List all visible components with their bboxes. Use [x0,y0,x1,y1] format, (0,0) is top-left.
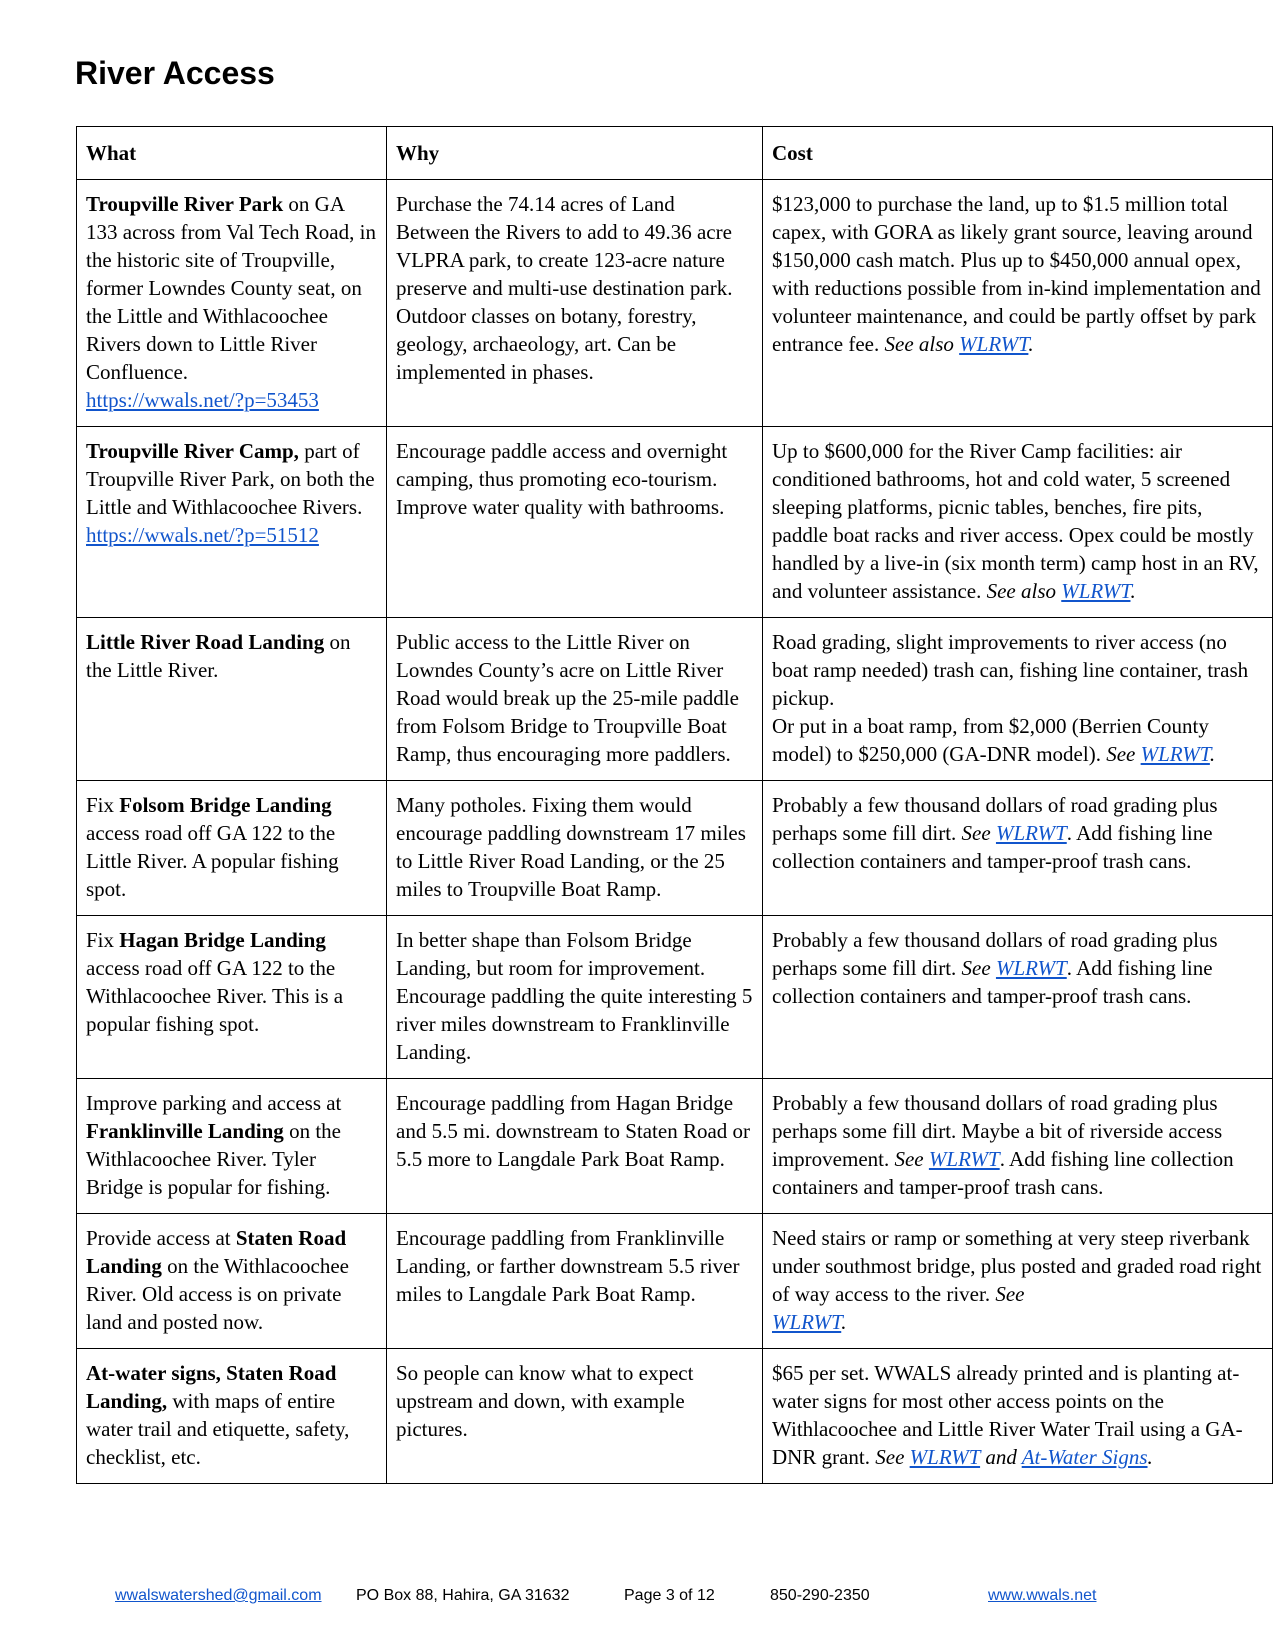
cost-link[interactable]: WLRWT [909,1445,981,1469]
cell-why: Encourage paddling from Hagan Bridge and 5.5 mi. downstream to Staten Road or 5.5 more to Langdale Park Boat Ramp. [387,1079,763,1214]
cell-what [77,1079,387,1214]
cell-why: So people can know what to expect upstream and down, with example pictures. [387,1349,763,1484]
table-row [77,427,1273,618]
table-row [77,781,1273,916]
what-text: access road off GA 122 to the Withlacoochee River. This is a popular fishing spot. [86,956,344,1036]
cost-link-2[interactable]: At-Water Signs [1021,1445,1148,1469]
cost-and: and [980,1445,1022,1469]
cost-see: See also [884,332,954,356]
cell-cost [763,1079,1273,1214]
river-access-table [76,126,1273,1484]
what-link[interactable]: https://wwals.net/?p=51512 [86,523,319,547]
cost-link[interactable]: WLRWT [1140,742,1210,766]
cell-why [387,427,763,618]
footer-website-link[interactable]: www.wwals.net [988,1587,1097,1604]
what-text: access road off GA 122 to the Little River. A popular fishing spot. [86,821,339,901]
cost-end: . [1130,579,1136,603]
cell-cost [763,1214,1273,1349]
table-row [77,180,1273,427]
cost-end: . Add fishing line collection containers and tamper-proof trash cans. [772,956,1213,1008]
cost-text: $65 per set. WWALS already printed and is planting at-water signs for most other access points on the Withlacoochee and Little River Water Trail using a GA-DNR grant. [772,1361,1243,1469]
cost-end: . [841,1310,847,1334]
cost-text: Up to $600,000 for the River Camp facilities: air conditioned bathrooms, hot and cold water, 5 screened sleeping platforms, picnic tables, benches, fire pits, paddle boat racks and river access. Opex could be mostly handled by a live-in (six month term) camp host in an RV, and volunteer assistance. [772,439,1259,603]
cell-cost [763,180,1273,427]
what-text: on the Little River. [86,630,351,682]
cost-link[interactable]: WLRWT [928,1147,1000,1171]
cell-why: Many potholes. Fixing them would encourage paddling downstream 17 miles to Little River Road Landing, or the 25 miles to Troupville Boat Ramp. [387,781,763,916]
what-pre: Fix [86,793,120,817]
cost-line-1: Road grading, slight improvements to river access (no boat ramp needed) trash can, fishing line container, trash pickup. [772,630,1249,710]
cell-why: Public access to the Little River on Lowndes County’s acre on Little River Road would break up the 25-mile paddle from Folsom Bridge to Troupville Boat Ramp, thus encouraging more paddlers. [387,618,763,781]
cost-text: $123,000 to purchase the land, up to $1.5 million total capex, with GORA as likely grant source, leaving around $150,000 cash match. Plus up to $450,000 annual opex, with reductions possible from in-kind implementation and volunteer maintenance, and could be partly offset by park entrance fee. [772,192,1261,356]
cost-see: See [1106,742,1136,766]
footer-phone: 850-290-2350 [770,1587,870,1604]
what-bold: Troupville River Camp, [86,439,299,463]
page-title: River Access [75,55,275,91]
why-line-1: Encourage paddle access and overnight camping, thus promoting eco-tourism. [396,439,728,491]
cost-end: . [1028,332,1034,356]
cost-text: Probably a few thousand dollars of road grading plus perhaps some fill dirt. Maybe a bit of riverside access improvement. [772,1091,1223,1171]
cell-what [77,916,387,1079]
what-bold: Hagan Bridge Landing [119,928,326,952]
table-row [77,618,1273,781]
what-text: on GA 133 across from Val Tech Road, in the historic site of Troupville, former Lowndes County seat, on the Little and Withlacoochee Rivers down to Little River Confluence. [86,192,376,384]
what-link[interactable]: https://wwals.net/?p=53453 [86,388,319,412]
table-row [77,916,1273,1079]
what-pre: Provide access at [86,1226,236,1250]
table-row [77,1079,1273,1214]
cost-link[interactable]: WLRWT [959,332,1029,356]
cost-text: Probably a few thousand dollars of road grading plus perhaps some fill dirt. [772,793,1218,845]
footer-address: PO Box 88, Hahira, GA 31632 [356,1587,570,1604]
what-text: on the Withlacoochee River. Old access is on private land and posted now. [86,1254,350,1334]
cost-line-2: Or put in a boat ramp, from $2,000 (Berrien County model) to $250,000 (GA-DNR model). [772,714,1209,766]
header-why: Why [387,127,763,180]
cell-what [77,781,387,916]
cell-what [77,1349,387,1484]
cost-end: . Add fishing line collection containers and tamper-proof trash cans. [772,821,1213,873]
cell-cost [763,427,1273,618]
what-pre: Improve parking and access at [86,1091,342,1115]
what-text: with maps of entire water trail and etiquette, safety, checklist, etc. [86,1389,350,1469]
cost-end: . [1209,742,1216,766]
page-footer [0,1587,1275,1609]
cost-see: See also [986,579,1056,603]
cell-cost [763,781,1273,916]
cell-why: Encourage paddling from Franklinville Landing, or farther downstream 5.5 river miles to Langdale Park Boat Ramp. [387,1214,763,1349]
cost-link[interactable]: WLRWT [995,821,1067,845]
cost-see: See [894,1147,924,1171]
cost-see: See [875,1445,905,1469]
cell-what [77,618,387,781]
cost-see: See [961,956,991,980]
what-bold: Little River Road Landing [86,630,325,654]
cell-what [77,427,387,618]
footer-page-number: Page 3 of 12 [624,1587,715,1604]
cost-see: See [995,1282,1025,1306]
cell-why: In better shape than Folsom Bridge Landing, but room for improvement. Encourage paddling the quite interesting 5 river miles downstream to Franklinville Landing. [387,916,763,1079]
cell-why: Purchase the 74.14 acres of Land Between the Rivers to add to 49.36 acre VLPRA park, to create 123-acre nature preserve and multi-use destination park. Outdoor classes on botany, forestry, geology, archaeology, art. Can be implemented in phases. [387,180,763,427]
cost-text: Need stairs or ramp or something at very steep riverbank under southmost bridge, plus posted and graded road right of way access to the river. [772,1226,1262,1306]
cost-link[interactable]: WLRWT [772,1310,842,1334]
what-bold: Folsom Bridge Landing [119,793,332,817]
cost-text: Probably a few thousand dollars of road grading plus perhaps some fill dirt. [772,928,1218,980]
cost-link[interactable]: WLRWT [995,956,1067,980]
cost-end: . Add fishing line collection containers and tamper-proof trash cans. [772,1147,1234,1199]
what-bold: Franklinville Landing [86,1119,284,1143]
what-text: on the Withlacoochee River. Tyler Bridge is popular for fishing. [86,1119,341,1199]
table-row [77,1214,1273,1349]
cost-link[interactable]: WLRWT [1061,579,1131,603]
cell-what [77,1214,387,1349]
cost-see: See [961,821,991,845]
why-line-2: Improve water quality with bathrooms. [396,495,725,519]
cell-what [77,180,387,427]
what-pre: Fix [86,928,120,952]
cell-cost [763,916,1273,1079]
what-bold: At-water signs, Staten Road Landing, [86,1361,337,1413]
cell-cost [763,618,1273,781]
header-what: What [77,127,387,180]
table-row [77,1349,1273,1484]
footer-email-link[interactable]: wwalswatershed@gmail.com [115,1587,322,1604]
what-bold: Troupville River Park [86,192,284,216]
what-text: part of Troupville River Park, on both the Little and Withlacoochee Rivers. [86,439,375,519]
table-header-row [77,127,1273,180]
cost-end: . [1147,1445,1153,1469]
cell-cost [763,1349,1273,1484]
what-bold: Staten Road Landing [86,1226,347,1278]
header-cost: Cost [763,127,1273,180]
